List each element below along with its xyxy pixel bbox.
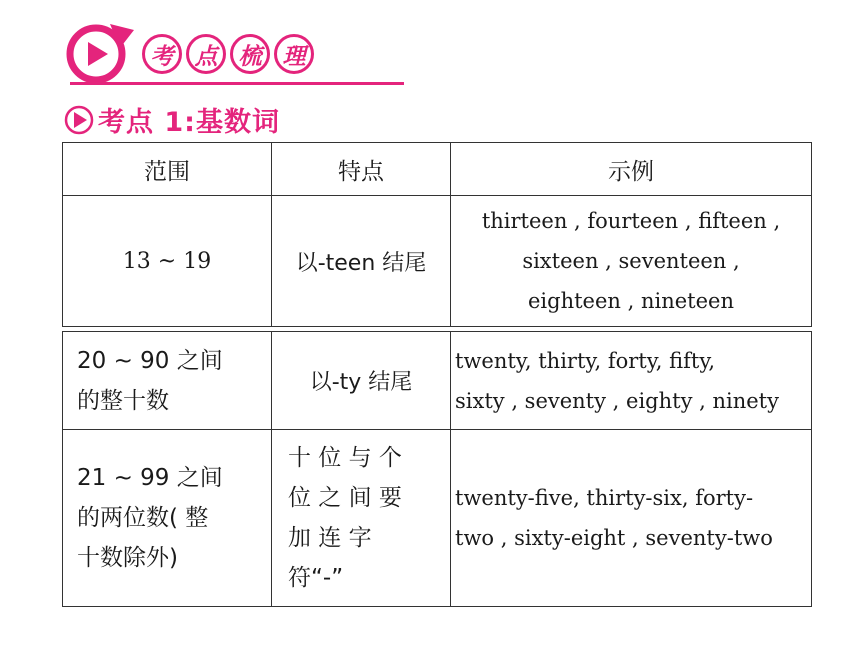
range-cell: 21 ~ 99 之间 的两位数( 整 十数除外) <box>63 430 272 607</box>
play-circle-icon <box>62 18 142 88</box>
feature-cell: 十 位 与 个 位 之 间 要 加 连 字 符“-” <box>272 430 451 607</box>
badge-char: 理 <box>274 34 314 74</box>
examples-cell: thirteen , fourteen , fifteen , sixteen , seventeen , eighteen , nineteen <box>451 196 812 327</box>
play-arrow-icon <box>64 105 94 135</box>
badge-underline <box>70 82 404 85</box>
range-cell: 20 ~ 90 之间 的整十数 <box>63 332 272 430</box>
section-title: 考点 1:基数词 <box>98 107 280 138</box>
table-row <box>63 332 812 430</box>
badge-title <box>142 34 314 74</box>
header-feature: 特点 <box>272 143 451 196</box>
table-header-row <box>63 143 812 196</box>
cardinal-number-table <box>62 142 808 607</box>
examples-cell: twenty-five, thirty-six, forty- two , sixty-eight , seventy-two <box>451 430 812 607</box>
header-range: 范围 <box>63 143 272 196</box>
header-badge <box>62 18 352 88</box>
table-row <box>63 430 812 607</box>
examples-cell: twenty, thirty, forty, fifty, sixty , seventy , eighty , ninety <box>451 332 812 430</box>
badge-char: 点 <box>186 34 226 74</box>
section-heading <box>64 100 280 139</box>
feature-cell: 以-teen 结尾 <box>272 196 451 327</box>
table-row <box>63 196 812 327</box>
badge-char: 考 <box>142 34 182 74</box>
badge-char: 梳 <box>230 34 270 74</box>
range-cell: 13 ~ 19 <box>63 196 272 327</box>
feature-cell: 以-ty 结尾 <box>272 332 451 430</box>
header-examples: 示例 <box>451 143 812 196</box>
